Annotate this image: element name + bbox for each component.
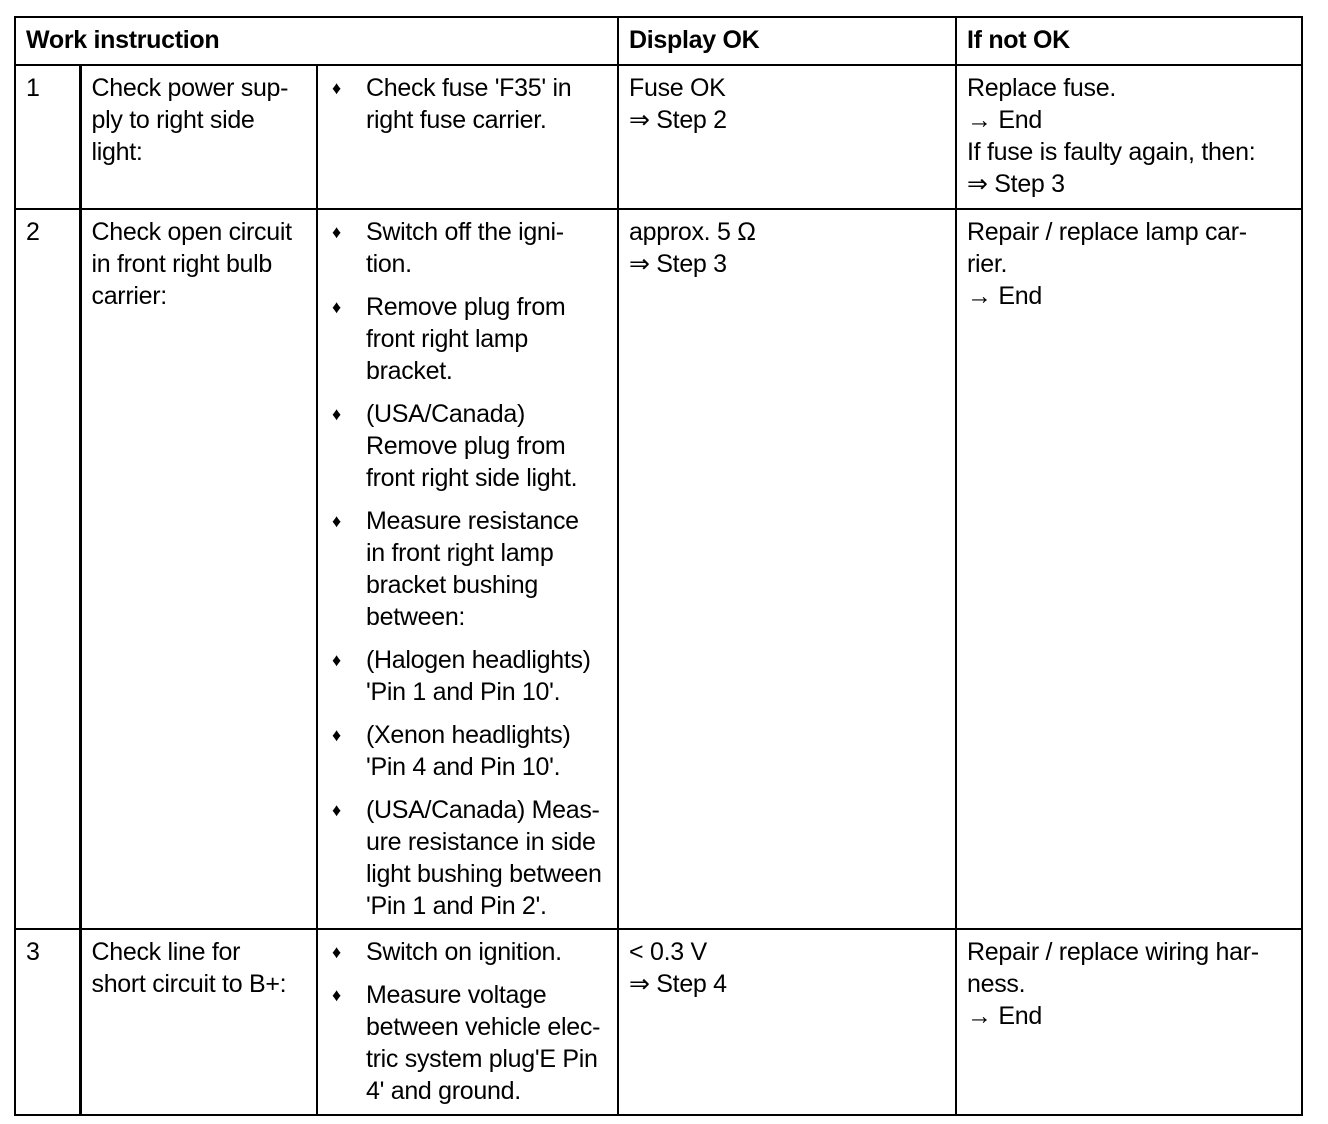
text-line: ply to right side [91, 106, 255, 134]
diamond-bullet-icon: ♦ [332, 78, 341, 98]
text-line: If fuse is faulty again, then: [967, 138, 1256, 166]
text-line: approx. 5 Ω [629, 218, 756, 246]
text-line: rier. [967, 250, 1008, 278]
action-text-line: (Xenon headlights) [366, 721, 571, 749]
diamond-bullet-icon: ♦ [332, 800, 341, 820]
action-item [328, 644, 607, 708]
diamond-bullet-icon: ♦ [332, 511, 341, 531]
diamond-bullet-icon: ♦ [332, 222, 341, 242]
action-item [328, 291, 607, 387]
check-description [80, 209, 317, 929]
text-line: < 0.3 V [629, 938, 707, 966]
check-description [80, 929, 317, 1115]
action-text-line: bracket. [366, 357, 453, 385]
header-if-not-ok: If not OK [956, 17, 1302, 65]
text-line: → End [967, 1002, 1042, 1030]
action-text-line: (USA/Canada) [366, 400, 525, 428]
text-line: ⇒ Step 4 [629, 970, 727, 998]
action-item [328, 979, 607, 1107]
text-line: Check open circuit [91, 218, 292, 246]
action-list-cell [317, 209, 618, 929]
diamond-bullet-icon: ♦ [332, 985, 341, 1005]
text-line: light: [91, 138, 143, 166]
action-item [328, 72, 607, 136]
action-text-line: tion. [366, 250, 412, 278]
action-text-line: in front right lamp [366, 539, 554, 567]
action-text-line: Measure voltage [366, 981, 547, 1009]
action-text-line: 4' and ground. [366, 1077, 521, 1105]
action-list-cell [317, 65, 618, 209]
action-text-line: (USA/Canada) Meas- [366, 796, 600, 824]
text-line: ⇒ Step 2 [629, 106, 727, 134]
text-line: → End [967, 282, 1042, 310]
table-row [15, 929, 1302, 1115]
action-text-line: tric system plug'E Pin [366, 1045, 598, 1073]
action-text-line: between: [366, 603, 466, 631]
text-line: Check line for [91, 938, 241, 966]
action-item [328, 936, 607, 968]
action-text-line: 'Pin 1 and Pin 2'. [366, 892, 547, 920]
action-text-line: (Halogen headlights) [366, 646, 591, 674]
text-line: → End [967, 106, 1042, 134]
action-text-line: Switch on ignition. [366, 938, 562, 966]
action-item [328, 794, 607, 922]
text-line: ness. [967, 970, 1026, 998]
action-item [328, 505, 607, 633]
action-item [328, 719, 607, 783]
action-list [328, 72, 607, 136]
action-text-line: 'Pin 4 and Pin 10'. [366, 753, 561, 781]
action-text-line: Switch off the igni- [366, 218, 564, 246]
action-text-line: Remove plug from [366, 432, 566, 460]
action-text-line: Measure resistance [366, 507, 579, 535]
text-line: Repair / replace lamp car- [967, 218, 1247, 246]
header-display-ok: Display OK [618, 17, 956, 65]
diamond-bullet-icon: ♦ [332, 650, 341, 670]
table-row [15, 209, 1302, 929]
action-text-line: bracket bushing [366, 571, 539, 599]
action-text-line: Check fuse 'F35' in [366, 74, 572, 102]
action-list [328, 216, 607, 922]
step-number: 1 [15, 65, 80, 209]
header-work-instruction: Work instruction [15, 17, 618, 65]
work-instruction-table [14, 16, 1303, 1116]
text-line: in front right bulb [91, 250, 273, 278]
diamond-bullet-icon: ♦ [332, 297, 341, 317]
action-text-line: light bushing between [366, 860, 602, 888]
display-ok-result [618, 929, 956, 1115]
table-body [15, 65, 1302, 1115]
if-not-ok-result [956, 209, 1302, 929]
action-text-line: 'Pin 1 and Pin 10'. [366, 678, 561, 706]
action-text-line: ure resistance in side [366, 828, 596, 856]
text-line: Check power sup- [91, 74, 289, 102]
action-list [328, 936, 607, 1107]
text-line: short circuit to B+: [91, 970, 287, 998]
text-line: Fuse OK [629, 74, 726, 102]
action-item [328, 398, 607, 494]
action-text-line: right fuse carrier. [366, 106, 547, 134]
display-ok-result [618, 65, 956, 209]
if-not-ok-result [956, 929, 1302, 1115]
table-header-row [15, 17, 1302, 65]
action-text-line: between vehicle elec- [366, 1013, 601, 1041]
diamond-bullet-icon: ♦ [332, 725, 341, 745]
table-row [15, 65, 1302, 209]
diamond-bullet-icon: ♦ [332, 404, 341, 424]
diamond-bullet-icon: ♦ [332, 942, 341, 962]
check-description [80, 65, 317, 209]
action-text-line: front right side light. [366, 464, 578, 492]
text-line: ⇒ Step 3 [967, 170, 1065, 198]
text-line: Replace fuse. [967, 74, 1116, 102]
step-number: 3 [15, 929, 80, 1115]
action-list-cell [317, 929, 618, 1115]
action-item [328, 216, 607, 280]
if-not-ok-result [956, 65, 1302, 209]
action-text-line: front right lamp [366, 325, 528, 353]
display-ok-result [618, 209, 956, 929]
step-number: 2 [15, 209, 80, 929]
text-line: Repair / replace wiring har- [967, 938, 1259, 966]
text-line: ⇒ Step 3 [629, 250, 727, 278]
text-line: carrier: [91, 282, 167, 310]
action-text-line: Remove plug from [366, 293, 566, 321]
